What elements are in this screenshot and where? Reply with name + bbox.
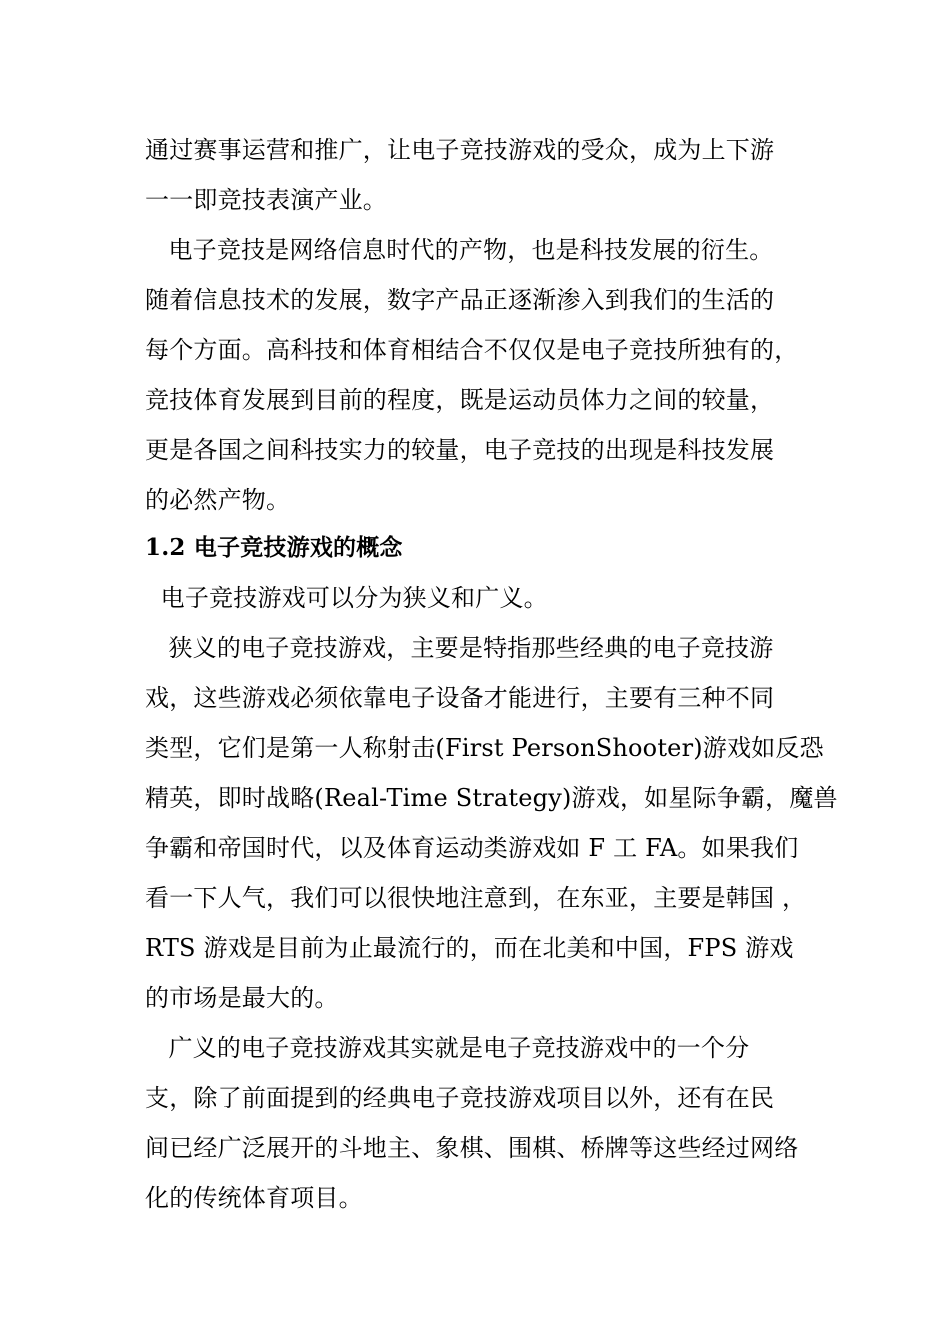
paragraph-2-line-4: 竞技体育发展到目前的程度，既是运动员体力之间的较量， xyxy=(145,386,775,414)
paragraph-5-line-4: 化的传统体育项目。 xyxy=(145,1184,363,1212)
paragraph-4-line-8: 的市场是最大的。 xyxy=(145,984,339,1012)
paragraph-1-line-1: 通过赛事运营和推广，让电子竞技游戏的受众，成为上下游 xyxy=(145,136,775,164)
paragraph-4-line-1: 狭义的电子竞技游戏，主要是特指那些经典的电子竞技游 xyxy=(145,634,774,662)
paragraph-1-line-2: 一一即竞技表演产业。 xyxy=(145,186,387,214)
paragraph-2-line-5: 更是各国之间科技实力的较量，电子竞技的出现是科技发展 xyxy=(145,436,775,464)
paragraph-4-line-4: 精英，即时战略(Real-Time Strategy)游戏，如星际争霸，魔兽 xyxy=(145,784,838,812)
paragraph-2-line-6: 的必然产物。 xyxy=(145,486,291,514)
paragraph-5-line-2: 支，除了前面提到的经典电子竞技游戏项目以外，还有在民 xyxy=(145,1084,775,1112)
paragraph-4-line-7: RTS 游戏是目前为止最流行的，而在北美和中国，FPS 游戏 xyxy=(145,934,794,962)
paragraph-4-line-2: 戏，这些游戏必须依靠电子设备才能进行，主要有三种不同 xyxy=(145,684,775,712)
section-heading: 1.2 电子竞技游戏的概念 xyxy=(145,534,403,561)
paragraph-4-line-5: 争霸和帝国时代，以及体育运动类游戏如 F 工 FA。如果我们 xyxy=(145,834,799,862)
paragraph-2-line-1: 电子竞技是网络信息时代的产物，也是科技发展的衍生。 xyxy=(145,236,774,264)
paragraph-4-line-6: 看一下人气，我们可以很快地注意到，在东亚，主要是韩国 ， xyxy=(145,884,807,912)
paragraph-5-line-1: 广义的电子竞技游戏其实就是电子竞技游戏中的一个分 xyxy=(145,1034,750,1062)
paragraph-5-line-3: 间已经广泛展开的斗地主、象棋、围棋、桥牌等这些经过网络 xyxy=(145,1134,799,1162)
paragraph-3-line-1: 电子竞技游戏可以分为狭义和广义。 xyxy=(145,584,548,612)
paragraph-2-line-3: 每个方面。高科技和体育相结合不仅仅是电子竞技所独有的， xyxy=(145,336,799,364)
paragraph-4-line-3: 类型，它们是第一人称射击(First PersonShooter)游戏如反恐 xyxy=(145,734,824,762)
paragraph-2-line-2: 随着信息技术的发展，数字产品正逐渐渗入到我们的生活的 xyxy=(145,286,775,314)
